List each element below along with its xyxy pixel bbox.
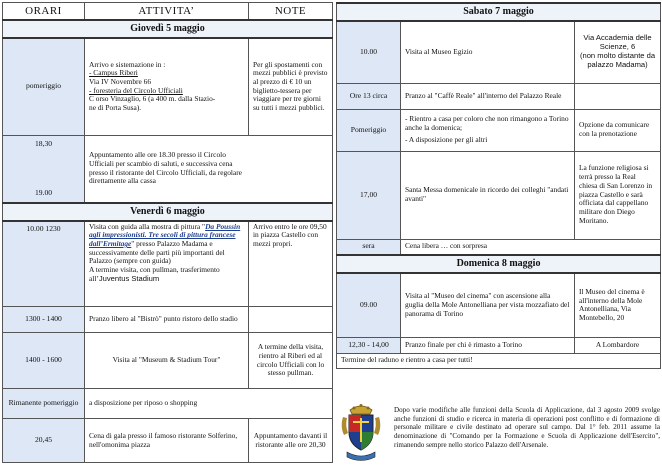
exhibition-link[interactable]: Da Poussin agli impressionisti. Tre secoli di pittura francese dall’Ermitage xyxy=(89,221,241,248)
activity-line: Via IV Novembre 66 xyxy=(89,77,152,87)
day-title: Venerdì 6 maggio xyxy=(3,203,333,221)
table-row xyxy=(3,307,333,333)
history-paragraph: Dopo varie modifiche alle funzioni della Scuola di Applicazione, dal 3 agosto 2009 svolge anche funzioni di studio e ricerca in materia di operazioni post conflitto e di formazione di personale militare e civile destinato ad operare sul campo. Dal 1° feb. 2011 assume la denominazione di "Comando per la Formazione e Scuola di Applicazione dell'Esercito", rimanendo sempre nello storico Palazzo dell'Arsenale. xyxy=(394,406,660,449)
header-times: ORARI xyxy=(3,3,85,21)
time-cell: 1300 - 1400 xyxy=(3,307,85,333)
time-cell xyxy=(3,135,85,203)
note-cell: Appuntamento davanti il ristorante alle ore 20,30 xyxy=(249,419,333,463)
table-row xyxy=(337,83,661,109)
day-header-sunday xyxy=(337,255,661,273)
table-row xyxy=(337,273,661,337)
time-cell: 17,00 xyxy=(337,151,401,239)
time-cell: pomeriggio xyxy=(3,38,85,135)
table-row xyxy=(3,135,333,203)
activity-line: - Rientro a casa per coloro che non rimangono a Torino anche la domenica; xyxy=(405,114,569,133)
right-schedule xyxy=(336,2,660,369)
closing-line: Termine del raduno e rientro a casa per tutti! xyxy=(337,353,661,368)
left-schedule xyxy=(2,2,332,463)
table-row xyxy=(3,419,333,463)
schedule-table-left xyxy=(2,2,333,463)
activity-cell: Cena di gala presso il famoso ristorante Solferino, nell'omonima piazza xyxy=(85,419,249,463)
header-row xyxy=(3,3,333,21)
table-row xyxy=(337,239,661,255)
activity-text: Visita con guida alla mostra di pittura " xyxy=(89,221,206,231)
table-row xyxy=(337,109,661,151)
time-cell: 12,30 - 14,00 xyxy=(337,337,401,353)
campus-link[interactable]: - Campus Riberi xyxy=(89,68,138,78)
day-header-saturday xyxy=(337,3,661,21)
activity-cell: Santa Messa domenicale in ricordo dei colleghi "andati avanti" xyxy=(401,151,575,239)
transfer-text: A termine visita, con pullman, trasferimento all’Juventus Stadium xyxy=(89,265,220,283)
table-row xyxy=(3,38,333,135)
table-row xyxy=(3,333,333,389)
activity-cell: Pranzo finale per chi è rimasto a Torino xyxy=(401,337,575,353)
time-cell: 10.00 1230 xyxy=(3,221,85,307)
time-cell: 09.00 xyxy=(337,273,401,337)
day-header-thursday xyxy=(3,20,333,38)
activity-cell: Pranzo al "Caffè Reale" all'interno del Palazzo Reale xyxy=(401,83,575,109)
day-header-friday xyxy=(3,203,333,221)
time-cell: Rimanente pomeriggio xyxy=(3,389,85,419)
time-cell: 20,45 xyxy=(3,419,85,463)
activity-line: C orso Vinzaglio, 6 (a 400 m. dalla Stazio- xyxy=(89,94,216,104)
activity-cell: Visita al Museo Egizio xyxy=(401,21,575,83)
coat-of-arms-icon xyxy=(339,402,383,466)
activity-line: Arrivo e sistemazione in : xyxy=(89,59,166,69)
note-cell xyxy=(249,307,333,333)
museum-address: Via Accademia delle Scienze, 6 xyxy=(583,33,652,52)
activity-line: - A disposizione per gli altri xyxy=(405,134,488,144)
note-cell: A Lombardore xyxy=(575,337,661,353)
activity-cell: Pranzo libero al "Bistrò" punto ristoro dello stadio xyxy=(85,307,249,333)
table-row xyxy=(3,389,333,419)
note-cell: Arrivo entro le ore 09,50 in piazza Castello con mezzi propri. xyxy=(249,221,333,307)
time-end: 19.00 xyxy=(34,187,53,197)
activity-cell: Visita al "Museo del cinema" con ascensione alla guglia della Mole Antonelliana per vista mozzafiato del panorama di Torino xyxy=(401,273,575,337)
table-row xyxy=(337,337,661,353)
time-cell: 1400 - 1600 xyxy=(3,333,85,389)
activity-cell: Appuntamento alle ore 18.30 presso il Circolo Ufficiali per scambio di saluti, e successiva cena presso il ristorante del Circolo Ufficiali, da regolare direttamente alla cassa xyxy=(85,135,333,203)
note-cell xyxy=(575,83,661,109)
note-cell: Per gli spostamenti con mezzi pubblici è previsto al prezzo di € 10 un biglietto-tessera per viaggiare per tre giorni su tutti i mezzi pubblici. xyxy=(249,38,333,135)
day-title: Domenica 8 maggio xyxy=(337,255,661,273)
activity-cell: a disposizione per riposo o shopping xyxy=(85,389,333,419)
activity-line: ne di Porta Susa). xyxy=(89,103,142,113)
table-row xyxy=(337,21,661,83)
note-cell xyxy=(575,21,661,83)
schedule-table-right xyxy=(336,2,661,369)
time-cell: 10.00 xyxy=(337,21,401,83)
day-title: Sabato 7 maggio xyxy=(337,3,661,21)
note-cell: Opzione da comunicare con la prenotazione xyxy=(575,109,661,151)
time-cell: Ore 13 circa xyxy=(337,83,401,109)
activity-cell: Visita al "Museum & Stadium Tour" xyxy=(85,333,249,389)
guesthouse-link[interactable]: - foresteria del Circolo Ufficiali xyxy=(89,85,183,95)
table-row xyxy=(3,221,333,307)
museum-distance: (non molto distante da palazzo Madama) xyxy=(579,51,656,70)
activity-cell xyxy=(85,38,249,135)
table-row xyxy=(337,353,661,368)
activity-cell xyxy=(85,221,249,307)
day-title: Giovedì 5 maggio xyxy=(3,20,333,38)
note-cell: Il Museo del cinema è all'interno della Mole Antonelliana, Via Montebello, 20 xyxy=(575,273,661,337)
note-cell: A termine della visita, rientro al Riberi ed al circolo Ufficiali con lo stesso pullman. xyxy=(249,333,333,389)
activity-text: " presso Palazzo Madama e successivamente delle parti più importanti del Palazzo (sempre con guida) xyxy=(89,238,225,266)
header-notes: NOTE xyxy=(249,3,333,21)
note-cell: La funzione religiosa si terrà presso la Real chiesa di San Lorenzo in piazza Castello e sarà officiata dal cappellano militare don Diego Moritano. xyxy=(575,151,661,239)
header-activities: ATTIVITA’ xyxy=(85,3,249,21)
time-cell: Pomeriggio xyxy=(337,109,401,151)
activity-cell: Cena libera … con sorpresa xyxy=(401,239,661,255)
stadium-name: Juventus Stadium xyxy=(98,273,160,283)
time-start: 18,30 xyxy=(34,138,53,148)
table-row xyxy=(337,151,661,239)
activity-cell xyxy=(401,109,575,151)
time-cell: sera xyxy=(337,239,401,255)
